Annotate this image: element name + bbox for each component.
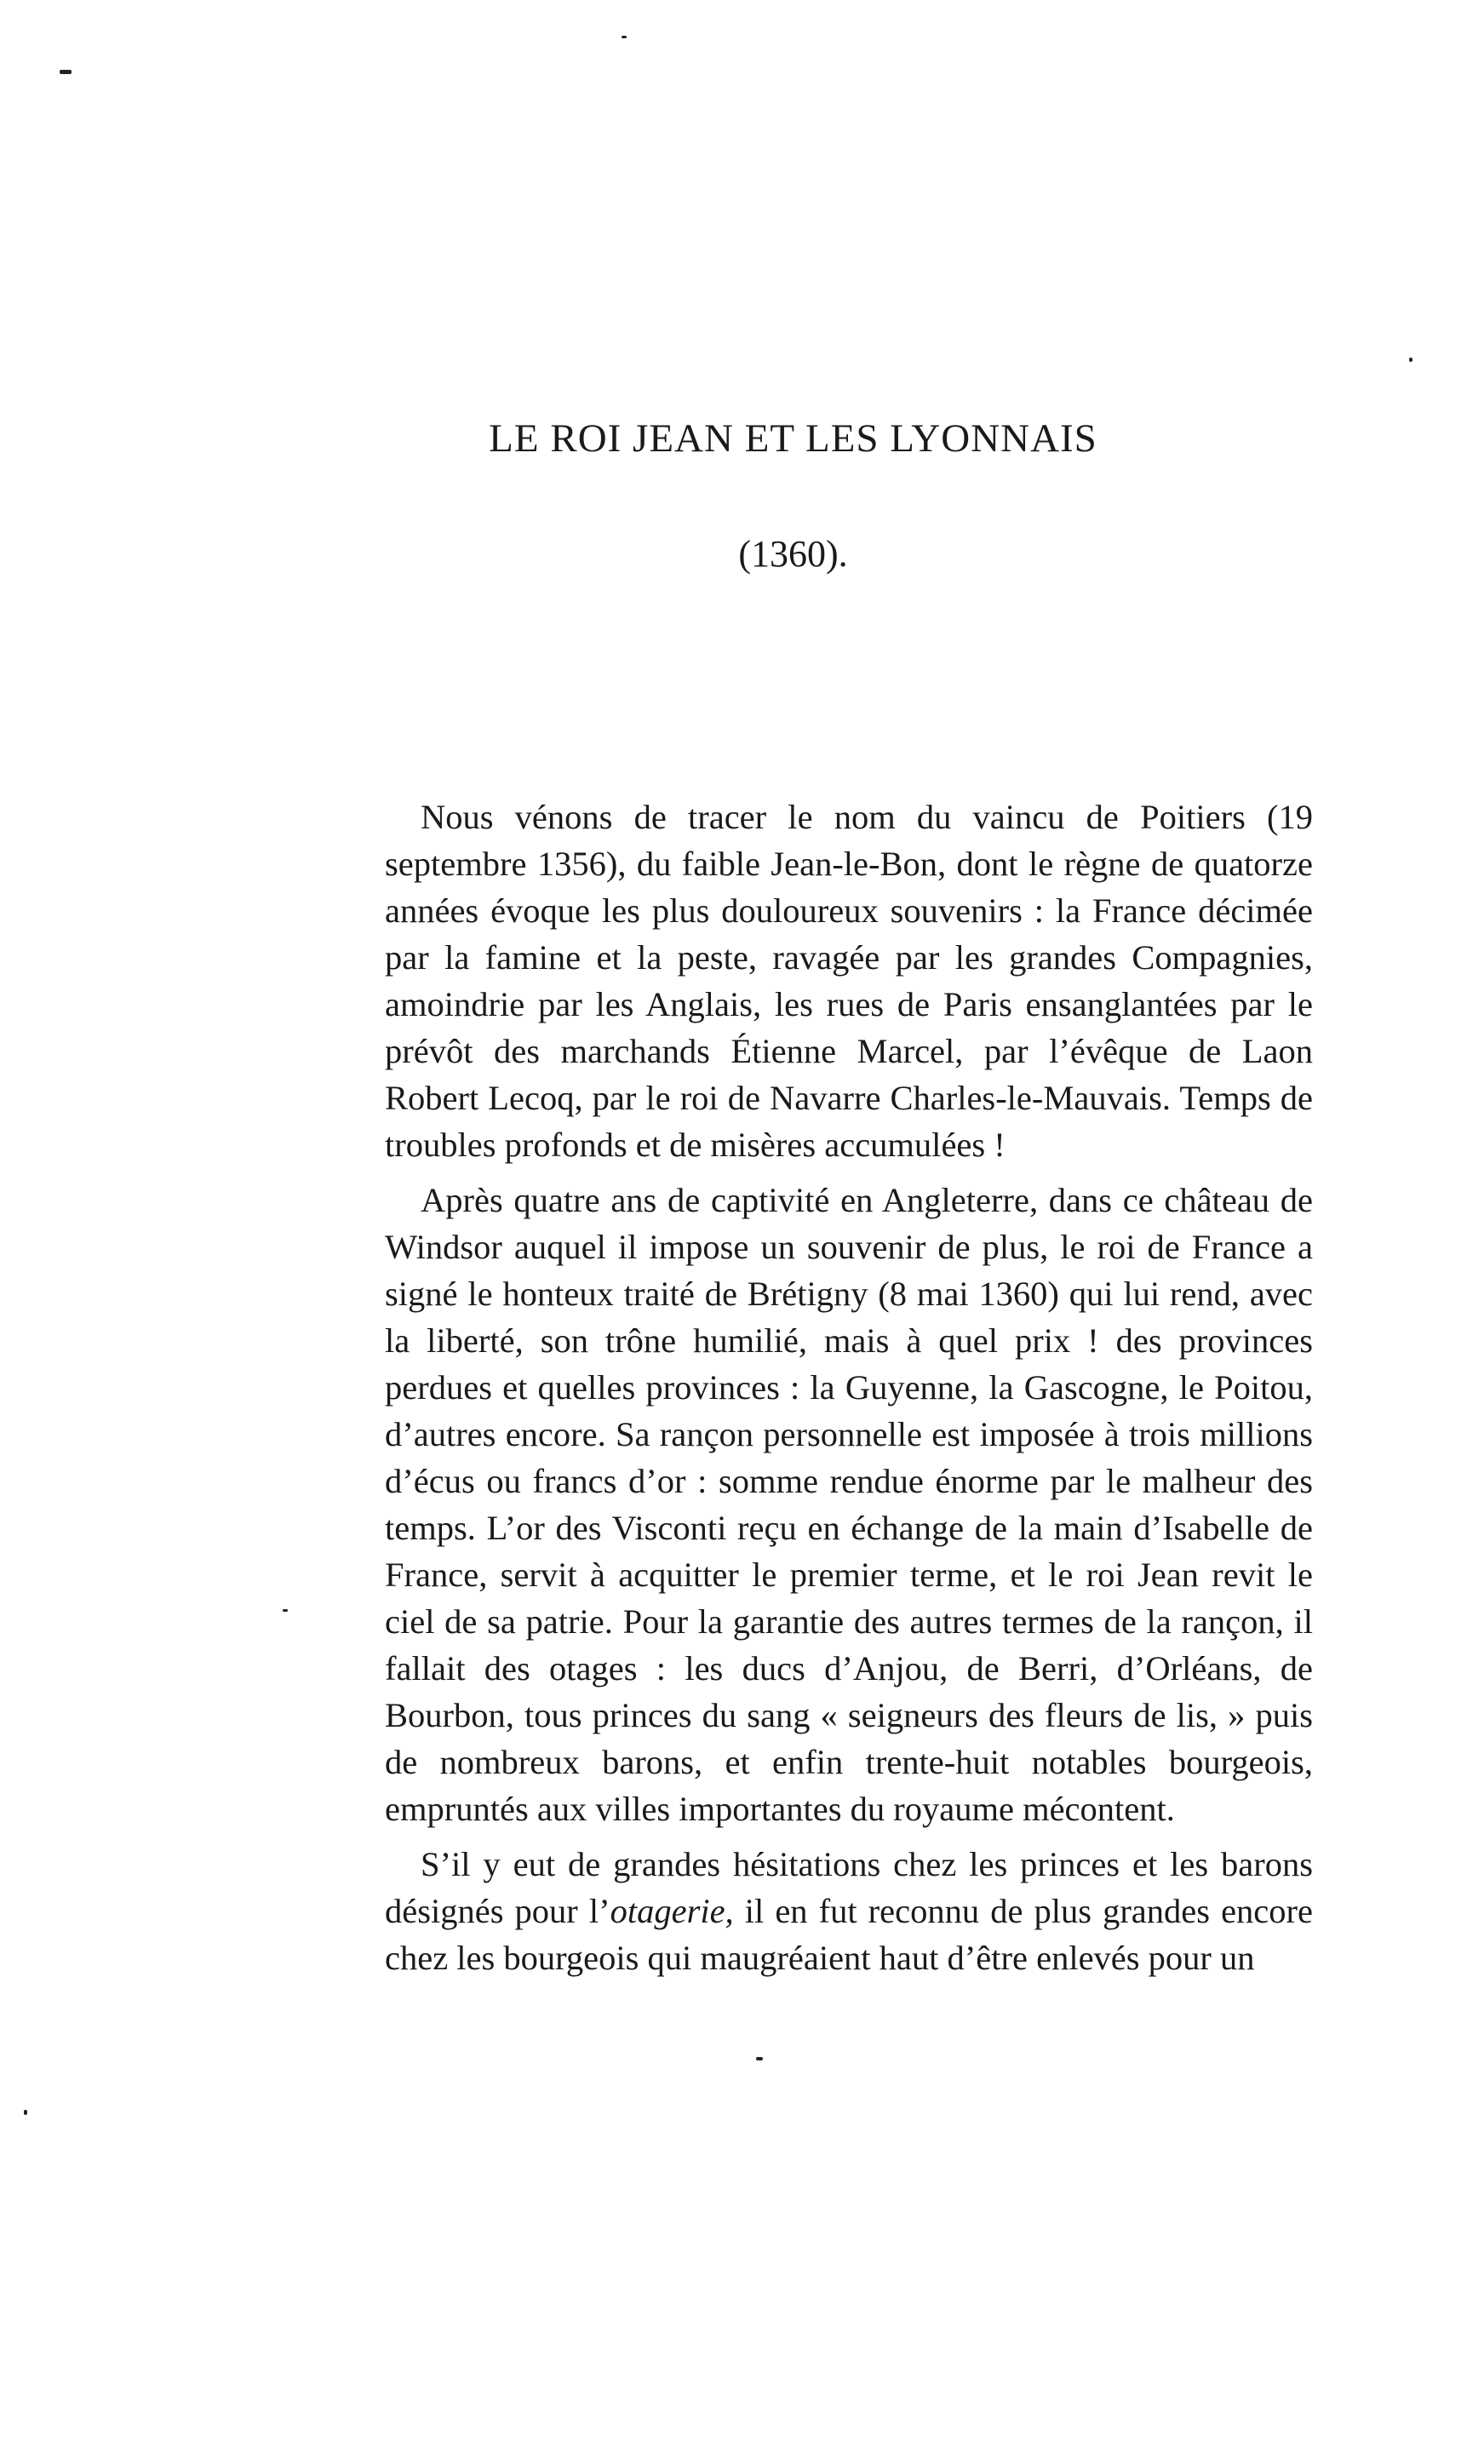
ink-speck [60,70,72,74]
ink-speck [622,36,627,38]
paragraph-text: S’il y eut de grandes hésitations chez les princes et les barons désignés pour l’ [385,1845,1313,1930]
ink-speck [1409,358,1412,362]
chapter-year: (1360). [738,533,848,575]
ink-speck [24,2110,27,2115]
body-text [385,794,1313,1981]
paragraph: Nous vénons de tracer le nom du vaincu de Poitiers (19 septembre 1356), du faible Jean-le-Bon, dont le règne de quatorze années évoque les plus douloureux souvenirs : la France décimée par la famine et la peste, ravagée par les grandes Compagnies, amoindrie par les Anglais, les rues de Paris ensanglantées par le prévôt des marchands Étienne Marcel, par l’évêque de Laon Robert Lecoq, par le roi de Navarre Charles-le-Mauvais. Temps de troubles profonds et de misères accumulées ! [385,798,1313,1164]
paragraph [385,1841,1313,1981]
paragraph: Après quatre ans de captivité en Angleterre, dans ce château de Windsor auquel il impose un souvenir de plus, le roi de France a signé le honteux traité de Brétigny (8 mai 1360) qui lui rend, avec la liberté, son trône humilié, mais à quel prix ! des provinces perdues et quelles provinces : la Guyenne, la Gascogne, le Poitou, d’autres encore. Sa rançon personnelle est imposée à trois millions d’écus ou francs d’or : somme rendue énorme par le malheur des temps. L’or des Visconti reçu en échange de la main d’Isabelle de France, servit à acquitter le premier terme, et le roi Jean revit le ciel de sa patrie. Pour la garantie des autres termes de la rançon, il fallait des otages : les ducs d’Anjou, de Berri, d’Orléans, de Bourbon, tous princes du sang « seigneurs des fleurs de lis, » puis de nombreux barons, et enfin trente-huit notables bourgeois, empruntés aux villes importantes du royaume mécontent. [385,1181,1313,1828]
chapter-title: LE ROI JEAN ET LES LYONNAIS [489,416,1097,461]
italic-term: otagerie, [610,1892,734,1930]
ink-speck [756,2057,763,2060]
ink-speck [283,1609,288,1612]
paragraph-text: il en fut reconnu de plus grandes encore chez les bourgeois qui maugréaient haut d’être enlevés pour un [385,1892,1313,1977]
